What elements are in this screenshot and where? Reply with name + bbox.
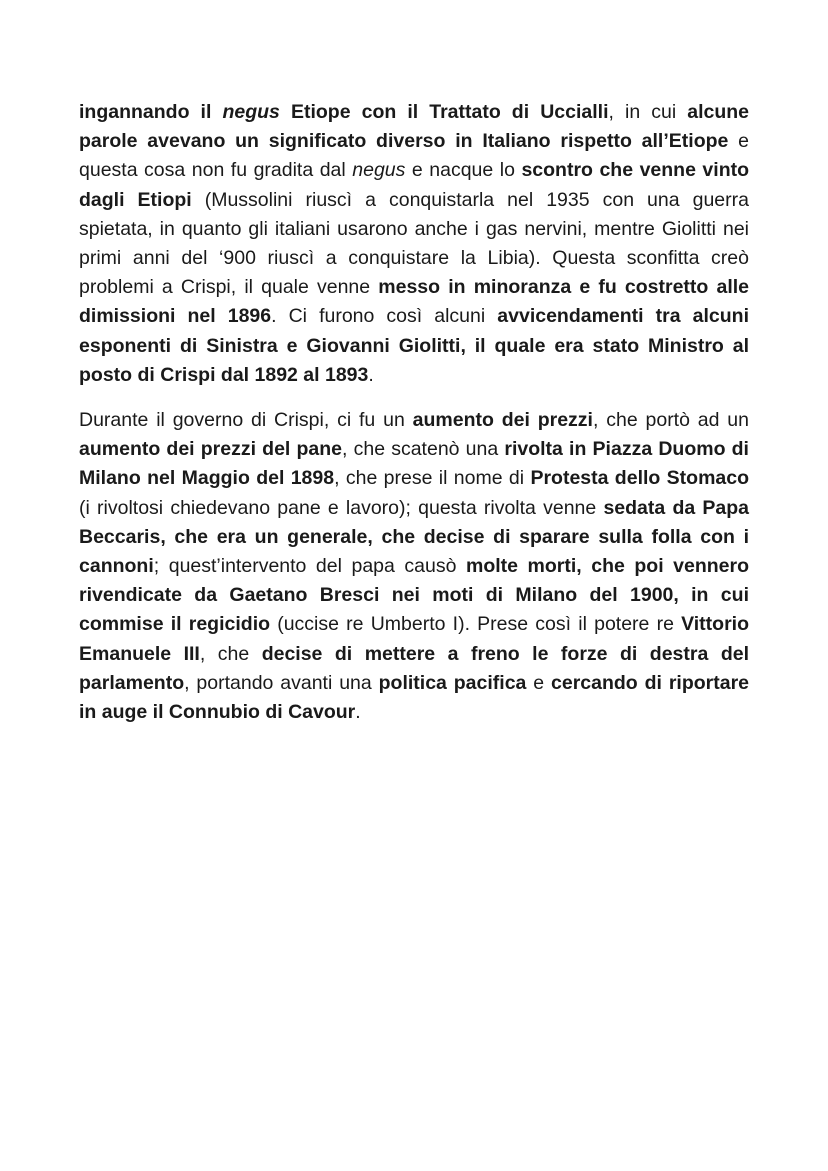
bold-run: decise di mettere a freno le forze di destra del parlamento	[79, 642, 749, 694]
text-run: , portando avanti una	[184, 671, 379, 694]
bold-run: aumento dei prezzi del pane	[79, 438, 343, 461]
text-run: (i rivoltosi chiedevano pane e lavoro); questa rivolta venne	[79, 496, 604, 519]
italic-run: negus	[352, 159, 406, 182]
text-run: , che prese il nome di	[334, 467, 531, 490]
bold-run: messo in minoranza e fu costretto alle dimissioni nel 1896	[79, 276, 749, 328]
paragraph-2	[79, 406, 749, 727]
text-run: , che	[199, 642, 262, 665]
bold-run: politica pacifica	[378, 671, 527, 694]
bold-run: rivolta in Piazza Duomo di Milano nel Maggio del 1898	[79, 438, 749, 490]
text-run: e nacque lo	[405, 159, 522, 182]
bold-run: molte morti, che poi vennero rivendicate da Gaetano Bresci nei moti di Milano del 1900, in cui commise il regicidio	[79, 555, 750, 636]
text-run: e	[526, 671, 552, 694]
text-run: ; quest’intervento del papa causò	[153, 555, 466, 578]
text-run: (Mussolini riuscì a conquistarla nel 1935 con una guerra spietata, in quanto gli italiani usarono anche i gas nervini, mentre Giolitti nei primi anni del ‘900 riuscì a conquistare la Libia). Questa sconfitta creò problemi a Crispi, il quale venne	[79, 188, 749, 299]
bold-run: ingannando il	[79, 101, 223, 123]
text-run: e questa cosa non fu gradita dal	[79, 130, 749, 182]
paragraph-1	[79, 98, 749, 390]
text-run: .	[368, 363, 374, 386]
text-run: . Ci furono così alcuni	[271, 305, 498, 328]
bold-run: alcune parole avevano un significato diverso in Italiano rispetto all’Etiope	[79, 101, 749, 153]
text-run: , che scatenò una	[342, 438, 505, 461]
italic-run: negus	[222, 101, 280, 123]
text-run: (uccise re Umberto I). Prese così il potere re	[270, 613, 682, 636]
document-page	[79, 98, 749, 727]
bold-italic-run	[222, 101, 279, 123]
bold-run: cercando di riportare in auge il Connubio di Cavour	[79, 671, 750, 724]
bold-run: avvicendamenti tra alcuni esponenti di Sinistra e Giovanni Giolitti, il quale era stato Ministro al posto di Crispi dal 1892 al 1893	[79, 305, 749, 386]
text-run: , che portò ad un	[592, 409, 749, 432]
bold-run: Etiope con il Trattato di Uccialli	[279, 101, 609, 123]
bold-run: aumento dei prezzi	[412, 409, 593, 432]
bold-run: Vittorio Emanuele III	[79, 613, 749, 665]
text-run: Durante il governo di Crispi, ci fu un	[79, 409, 413, 432]
text-run: .	[355, 701, 361, 724]
text-run: , in cui	[608, 101, 688, 123]
bold-run: scontro che venne vinto dagli Etiopi	[79, 159, 750, 211]
bold-run: Protesta dello Stomaco	[530, 467, 750, 490]
bold-run: sedata da Papa Beccaris, che era un generale, che decise di sparare sulla folla con i cannoni	[79, 496, 750, 578]
